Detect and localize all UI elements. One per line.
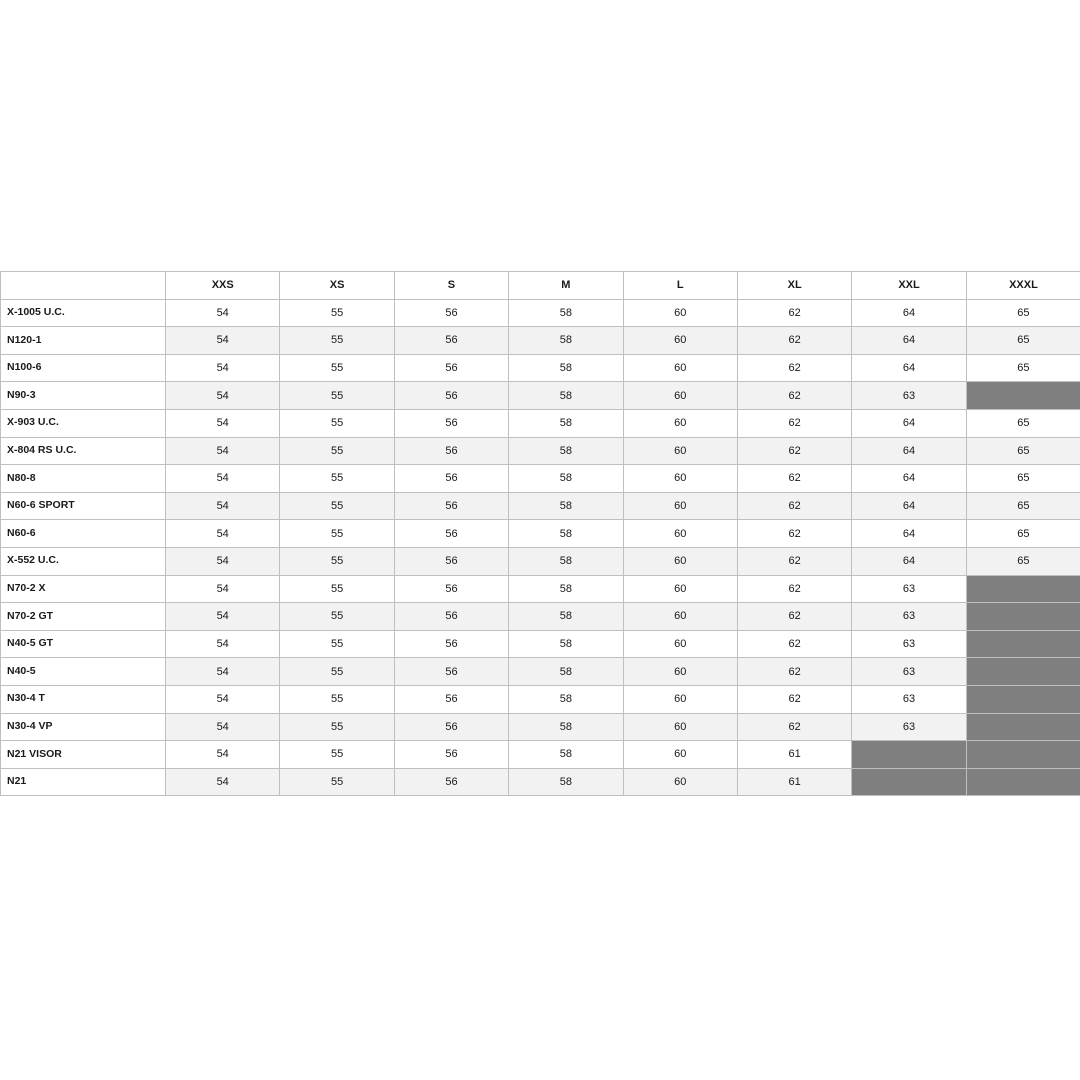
- size-cell: 58: [509, 630, 623, 658]
- size-cell: 60: [623, 603, 737, 631]
- table-row: [1, 685, 1080, 713]
- size-cell: 60: [623, 437, 737, 465]
- size-cell: 60: [623, 658, 737, 686]
- size-cell: 56: [394, 382, 508, 410]
- size-cell: 56: [394, 547, 508, 575]
- column-header-xl: XL: [737, 272, 851, 300]
- size-cell: 65: [966, 547, 1080, 575]
- size-cell: 55: [280, 382, 394, 410]
- column-header-xs: XS: [280, 272, 394, 300]
- size-cell: 55: [280, 575, 394, 603]
- size-cell: 60: [623, 354, 737, 382]
- size-cell: 54: [166, 658, 280, 686]
- model-name-cell: N30-4 VP: [1, 713, 166, 741]
- table-row: [1, 299, 1080, 327]
- size-cell: 63: [852, 603, 966, 631]
- size-cell: 65: [966, 409, 1080, 437]
- size-cell: 60: [623, 492, 737, 520]
- size-cell: 62: [737, 685, 851, 713]
- size-cell: 54: [166, 354, 280, 382]
- size-cell: 55: [280, 465, 394, 493]
- size-cell: 62: [737, 437, 851, 465]
- size-chart-container: [0, 271, 1080, 796]
- model-name-cell: X-552 U.C.: [1, 547, 166, 575]
- size-cell: 58: [509, 465, 623, 493]
- model-name-cell: X-1005 U.C.: [1, 299, 166, 327]
- size-cell: 62: [737, 465, 851, 493]
- size-cell: 64: [852, 299, 966, 327]
- table-header: [1, 272, 1080, 300]
- size-cell: 55: [280, 327, 394, 355]
- model-name-cell: N70-2 GT: [1, 603, 166, 631]
- size-cell: 55: [280, 768, 394, 796]
- size-cell: 55: [280, 713, 394, 741]
- size-cell: 54: [166, 382, 280, 410]
- table-row: [1, 437, 1080, 465]
- size-cell: 55: [280, 354, 394, 382]
- size-cell-unavailable: [966, 382, 1080, 410]
- size-cell: 54: [166, 741, 280, 769]
- table-row: [1, 603, 1080, 631]
- size-cell: 64: [852, 465, 966, 493]
- table-row: [1, 382, 1080, 410]
- table-row: [1, 630, 1080, 658]
- column-header-l: L: [623, 272, 737, 300]
- size-cell: 60: [623, 768, 737, 796]
- size-cell: 54: [166, 630, 280, 658]
- model-name-cell: N40-5 GT: [1, 630, 166, 658]
- column-header-xxxl: XXXL: [966, 272, 1080, 300]
- column-header-xxs: XXS: [166, 272, 280, 300]
- size-cell-unavailable: [966, 741, 1080, 769]
- size-cell: 60: [623, 520, 737, 548]
- model-name-cell: X-903 U.C.: [1, 409, 166, 437]
- header-corner: [1, 272, 166, 300]
- size-cell: 54: [166, 685, 280, 713]
- size-cell-unavailable: [966, 630, 1080, 658]
- size-cell: 63: [852, 713, 966, 741]
- size-cell: 58: [509, 437, 623, 465]
- size-cell: 63: [852, 630, 966, 658]
- size-cell: 55: [280, 547, 394, 575]
- size-cell: 54: [166, 520, 280, 548]
- size-cell: 58: [509, 409, 623, 437]
- size-cell: 54: [166, 713, 280, 741]
- size-cell: 54: [166, 299, 280, 327]
- header-row: [1, 272, 1080, 300]
- size-cell: 54: [166, 547, 280, 575]
- size-cell: 63: [852, 685, 966, 713]
- size-cell: 65: [966, 299, 1080, 327]
- size-cell-unavailable: [966, 685, 1080, 713]
- size-cell: 60: [623, 630, 737, 658]
- size-cell: 55: [280, 437, 394, 465]
- size-cell: 62: [737, 713, 851, 741]
- size-cell: 64: [852, 354, 966, 382]
- size-cell: 56: [394, 658, 508, 686]
- size-cell: 64: [852, 547, 966, 575]
- table-row: [1, 741, 1080, 769]
- size-cell: 62: [737, 409, 851, 437]
- size-cell: 54: [166, 575, 280, 603]
- table-row: [1, 575, 1080, 603]
- size-cell: 56: [394, 741, 508, 769]
- table-row: [1, 409, 1080, 437]
- size-cell: 60: [623, 741, 737, 769]
- size-cell: 65: [966, 465, 1080, 493]
- size-cell: 55: [280, 685, 394, 713]
- size-cell: 60: [623, 327, 737, 355]
- size-cell: 58: [509, 382, 623, 410]
- model-name-cell: N21 VISOR: [1, 741, 166, 769]
- column-header-xxl: XXL: [852, 272, 966, 300]
- size-cell: 56: [394, 327, 508, 355]
- table-row: [1, 465, 1080, 493]
- size-cell: 56: [394, 492, 508, 520]
- size-cell: 55: [280, 603, 394, 631]
- size-cell: 54: [166, 437, 280, 465]
- size-cell: 63: [852, 575, 966, 603]
- size-cell: 56: [394, 465, 508, 493]
- size-cell: 58: [509, 299, 623, 327]
- size-cell: 65: [966, 437, 1080, 465]
- size-cell: 55: [280, 630, 394, 658]
- model-name-cell: X-804 RS U.C.: [1, 437, 166, 465]
- size-cell: 65: [966, 492, 1080, 520]
- size-cell: 61: [737, 768, 851, 796]
- size-cell: 65: [966, 354, 1080, 382]
- size-cell-unavailable: [966, 768, 1080, 796]
- table-body: [1, 299, 1080, 796]
- size-cell: 64: [852, 327, 966, 355]
- size-cell: 62: [737, 520, 851, 548]
- size-cell: 55: [280, 409, 394, 437]
- column-header-s: S: [394, 272, 508, 300]
- size-cell: 64: [852, 437, 966, 465]
- size-cell: 54: [166, 492, 280, 520]
- model-name-cell: N60-6 SPORT: [1, 492, 166, 520]
- size-cell: 62: [737, 382, 851, 410]
- size-cell: 54: [166, 465, 280, 493]
- size-cell: 60: [623, 575, 737, 603]
- size-cell: 58: [509, 713, 623, 741]
- model-name-cell: N21: [1, 768, 166, 796]
- size-cell: 58: [509, 547, 623, 575]
- size-cell: 58: [509, 768, 623, 796]
- size-cell: 55: [280, 492, 394, 520]
- size-cell: 55: [280, 299, 394, 327]
- size-cell: 60: [623, 409, 737, 437]
- size-cell: 60: [623, 713, 737, 741]
- size-cell: 62: [737, 630, 851, 658]
- size-cell: 58: [509, 520, 623, 548]
- size-cell: 63: [852, 382, 966, 410]
- size-cell: 58: [509, 658, 623, 686]
- size-cell: 60: [623, 299, 737, 327]
- table-row: [1, 492, 1080, 520]
- size-cell: 56: [394, 437, 508, 465]
- size-cell: 62: [737, 354, 851, 382]
- size-cell: 62: [737, 575, 851, 603]
- table-row: [1, 658, 1080, 686]
- size-cell: 61: [737, 741, 851, 769]
- table-row: [1, 713, 1080, 741]
- size-cell: 65: [966, 327, 1080, 355]
- size-cell: 62: [737, 547, 851, 575]
- size-cell: 62: [737, 603, 851, 631]
- size-cell: 65: [966, 520, 1080, 548]
- size-cell-unavailable: [966, 603, 1080, 631]
- table-row: [1, 520, 1080, 548]
- size-cell: 64: [852, 492, 966, 520]
- size-cell: 62: [737, 492, 851, 520]
- size-cell: 63: [852, 658, 966, 686]
- table-row: [1, 547, 1080, 575]
- size-cell: 56: [394, 603, 508, 631]
- size-cell-unavailable: [966, 575, 1080, 603]
- size-chart-table: [0, 271, 1080, 796]
- size-cell: 56: [394, 713, 508, 741]
- table-row: [1, 327, 1080, 355]
- size-cell: 55: [280, 741, 394, 769]
- size-cell: 58: [509, 603, 623, 631]
- size-cell: 58: [509, 327, 623, 355]
- model-name-cell: N40-5: [1, 658, 166, 686]
- size-cell-unavailable: [966, 713, 1080, 741]
- size-cell: 58: [509, 354, 623, 382]
- size-cell: 56: [394, 575, 508, 603]
- size-cell-unavailable: [852, 768, 966, 796]
- size-cell: 56: [394, 409, 508, 437]
- size-cell: 64: [852, 520, 966, 548]
- table-row: [1, 768, 1080, 796]
- size-cell: 56: [394, 354, 508, 382]
- column-header-m: M: [509, 272, 623, 300]
- size-cell: 54: [166, 409, 280, 437]
- size-cell: 60: [623, 465, 737, 493]
- model-name-cell: N90-3: [1, 382, 166, 410]
- model-name-cell: N80-8: [1, 465, 166, 493]
- model-name-cell: N30-4 T: [1, 685, 166, 713]
- size-cell: 64: [852, 409, 966, 437]
- size-cell: 56: [394, 630, 508, 658]
- size-cell: 55: [280, 658, 394, 686]
- table-row: [1, 354, 1080, 382]
- size-cell: 56: [394, 685, 508, 713]
- size-cell: 58: [509, 492, 623, 520]
- size-cell-unavailable: [852, 741, 966, 769]
- model-name-cell: N70-2 X: [1, 575, 166, 603]
- size-cell: 62: [737, 658, 851, 686]
- model-name-cell: N100-6: [1, 354, 166, 382]
- size-cell: 58: [509, 575, 623, 603]
- size-cell: 60: [623, 547, 737, 575]
- size-cell: 60: [623, 685, 737, 713]
- size-cell: 56: [394, 299, 508, 327]
- size-cell: 55: [280, 520, 394, 548]
- size-cell: 56: [394, 768, 508, 796]
- size-cell: 54: [166, 768, 280, 796]
- size-cell: 62: [737, 299, 851, 327]
- size-cell: 58: [509, 685, 623, 713]
- size-cell: 60: [623, 382, 737, 410]
- size-cell: 54: [166, 327, 280, 355]
- size-cell: 56: [394, 520, 508, 548]
- size-cell: 58: [509, 741, 623, 769]
- model-name-cell: N60-6: [1, 520, 166, 548]
- size-cell: 54: [166, 603, 280, 631]
- size-cell: 62: [737, 327, 851, 355]
- model-name-cell: N120-1: [1, 327, 166, 355]
- size-cell-unavailable: [966, 658, 1080, 686]
